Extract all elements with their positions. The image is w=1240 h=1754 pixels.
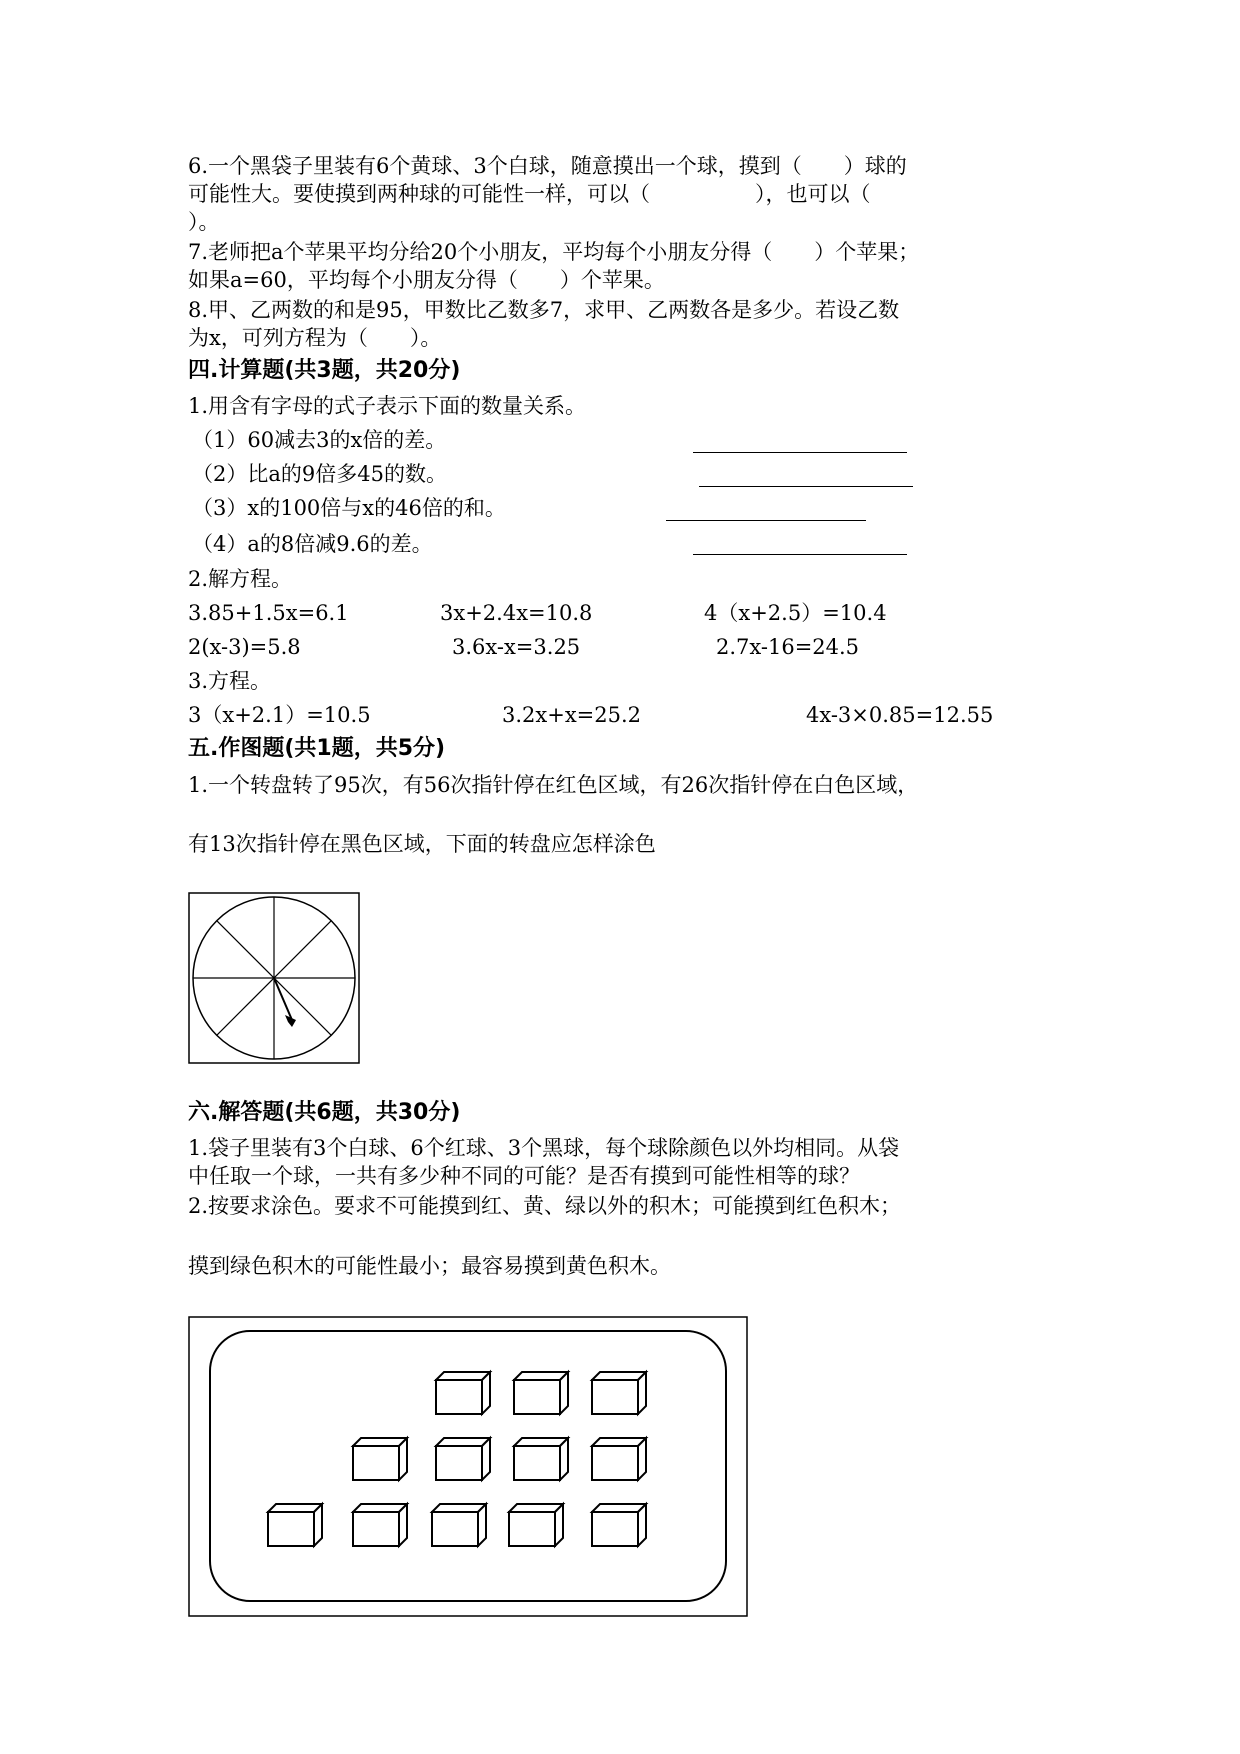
- equation: 4x-3×0.85=12.55: [806, 703, 994, 727]
- block[interactable]: [436, 1438, 490, 1480]
- s6-q2-line2: 摸到绿色积木的可能性最小；最容易摸到黄色积木。: [188, 1254, 671, 1278]
- s5-q1-line2: 有13次指针停在黑色区域，下面的转盘应怎样涂色: [188, 832, 656, 856]
- q6-line2: 可能性大。要使摸到两种球的可能性一样，可以（ ），也可以（: [188, 182, 871, 206]
- answer-blank-3[interactable]: [666, 520, 866, 521]
- answer-blank-1[interactable]: [693, 452, 907, 453]
- q8-line2: 为x，可列方程为（ ）。: [188, 326, 442, 350]
- s4-q3-title: 3.方程。: [188, 669, 272, 693]
- blocks-figure[interactable]: [188, 1316, 748, 1617]
- equation: 3.2x+x=25.2: [502, 703, 642, 727]
- section4-heading: 四.计算题(共3题，共20分): [188, 358, 461, 383]
- s5-q1-line1: 1.一个转盘转了95次，有56次指针停在红色区域，有26次指针停在白色区域，: [188, 773, 919, 797]
- block[interactable]: [353, 1438, 407, 1480]
- block[interactable]: [436, 1372, 490, 1414]
- spinner-figure[interactable]: [188, 892, 360, 1064]
- block[interactable]: [592, 1372, 646, 1414]
- equation: 2(x-3)=5.8: [188, 635, 301, 659]
- block[interactable]: [592, 1438, 646, 1480]
- s4-q1-item2: （2）比a的9倍多45的数。: [192, 462, 447, 486]
- q6-line1: 6.一个黑袋子里装有6个黄球、3个白球，随意摸出一个球，摸到（ ）球的: [188, 154, 907, 178]
- equation: 4（x+2.5）=10.4: [704, 601, 887, 625]
- s4-q2-title: 2.解方程。: [188, 567, 293, 591]
- equation: 2.7x-16=24.5: [716, 635, 860, 659]
- s4-q1-item3: （3）x的100倍与x的46倍的和。: [192, 496, 506, 520]
- equation: 3x+2.4x=10.8: [440, 601, 593, 625]
- s6-q1-line2: 中任取一个球，一共有多少种不同的可能？是否有摸到可能性相等的球？: [188, 1164, 860, 1188]
- q7-line2: 如果a=60，平均每个小朋友分得（ ）个苹果。: [188, 268, 665, 292]
- q7-line1: 7.老师把a个苹果平均分给20个小朋友，平均每个小朋友分得（ ）个苹果；: [188, 240, 920, 264]
- q6-line3: ）。: [188, 210, 220, 234]
- equation: 3.85+1.5x=6.1: [188, 601, 349, 625]
- block[interactable]: [268, 1504, 322, 1546]
- s6-q1-line1: 1.袋子里装有3个白球、6个红球、3个黑球，每个球除颜色以外均相同。从袋: [188, 1136, 900, 1160]
- section6-heading: 六.解答题(共6题，共30分): [188, 1100, 461, 1125]
- s4-q1-item4: （4）a的8倍减9.6的差。: [192, 532, 433, 556]
- q8-line1: 8.甲、乙两数的和是95，甲数比乙数多7，求甲、乙两数各是多少。若设乙数: [188, 298, 900, 322]
- block[interactable]: [353, 1504, 407, 1546]
- s4-q1-title: 1.用含有字母的式子表示下面的数量关系。: [188, 394, 587, 418]
- answer-blank-4[interactable]: [693, 554, 907, 555]
- s6-q2-line1: 2.按要求涂色。要求不可能摸到红、黄、绿以外的积木；可能摸到红色积木；: [188, 1194, 902, 1218]
- block[interactable]: [514, 1438, 568, 1480]
- block[interactable]: [514, 1372, 568, 1414]
- block[interactable]: [432, 1504, 486, 1546]
- equation: 3（x+2.1）=10.5: [188, 703, 371, 727]
- answer-blank-2[interactable]: [699, 486, 913, 487]
- block[interactable]: [592, 1504, 646, 1546]
- block[interactable]: [509, 1504, 563, 1546]
- s4-q1-item1: （1）60减去3的x倍的差。: [192, 428, 447, 452]
- equation: 3.6x-x=3.25: [452, 635, 581, 659]
- section5-heading: 五.作图题(共1题，共5分): [188, 736, 446, 761]
